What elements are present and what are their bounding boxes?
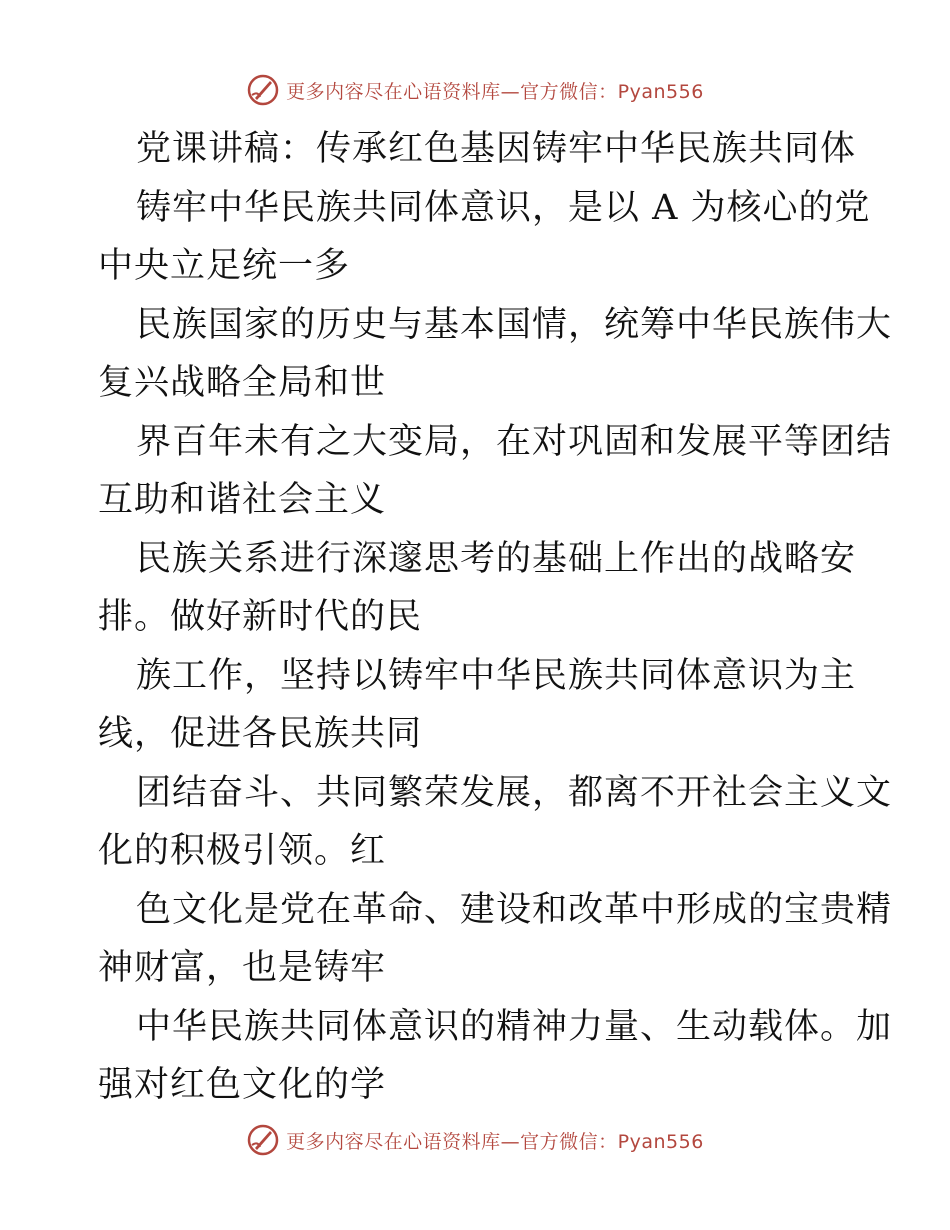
paragraph-line: 族工作，坚持以铸牢中华民族共同体意识为主 bbox=[136, 655, 857, 696]
paragraph-line: 神财富，也是铸牢 bbox=[98, 948, 387, 988]
paragraph-line: 中央立足统一多 bbox=[98, 246, 351, 286]
paragraph-line: 色文化是党在革命、建设和改革中形成的宝贵精 bbox=[136, 889, 893, 930]
paragraph-line: 复兴战略全局和世 bbox=[98, 363, 387, 403]
quill-logo-icon bbox=[246, 73, 280, 107]
paragraph-line: 团结奋斗、共同繁荣发展，都离不开社会主义文 bbox=[136, 772, 893, 813]
header-banner-text: 更多内容尽在心语资料库—官方微信：Pyan556 bbox=[286, 80, 704, 103]
footer-banner bbox=[0, 1120, 950, 1160]
paragraph-line: 铸牢中华民族共同体意识，是以 A 为核心的党 bbox=[136, 187, 871, 228]
paragraph-line: 排。做好新时代的民 bbox=[98, 597, 423, 637]
paragraph-line: 化的积极引领。红 bbox=[98, 831, 387, 871]
header-banner bbox=[0, 70, 950, 110]
paragraph-line: 线，促进各民族共同 bbox=[98, 714, 423, 754]
footer-banner-text: 更多内容尽在心语资料库—官方微信：Pyan556 bbox=[286, 1130, 704, 1153]
quill-logo-icon bbox=[246, 1123, 280, 1157]
paragraph-line: 互助和谐社会主义 bbox=[98, 480, 387, 520]
paragraph-line: 中华民族共同体意识的精神力量、生动载体。加 bbox=[136, 1006, 893, 1047]
paragraph-line: 强对红色文化的学 bbox=[98, 1065, 387, 1105]
document-title: 党课讲稿：传承红色基因铸牢中华民族共同体 bbox=[136, 129, 857, 169]
paragraph-line: 界百年未有之大变局，在对巩固和发展平等团结 bbox=[136, 421, 893, 462]
paragraph-line: 民族关系进行深邃思考的基础上作出的战略安 bbox=[136, 538, 857, 579]
document-body bbox=[98, 120, 893, 1115]
paragraph-line: 民族国家的历史与基本国情，统筹中华民族伟大 bbox=[136, 304, 893, 345]
